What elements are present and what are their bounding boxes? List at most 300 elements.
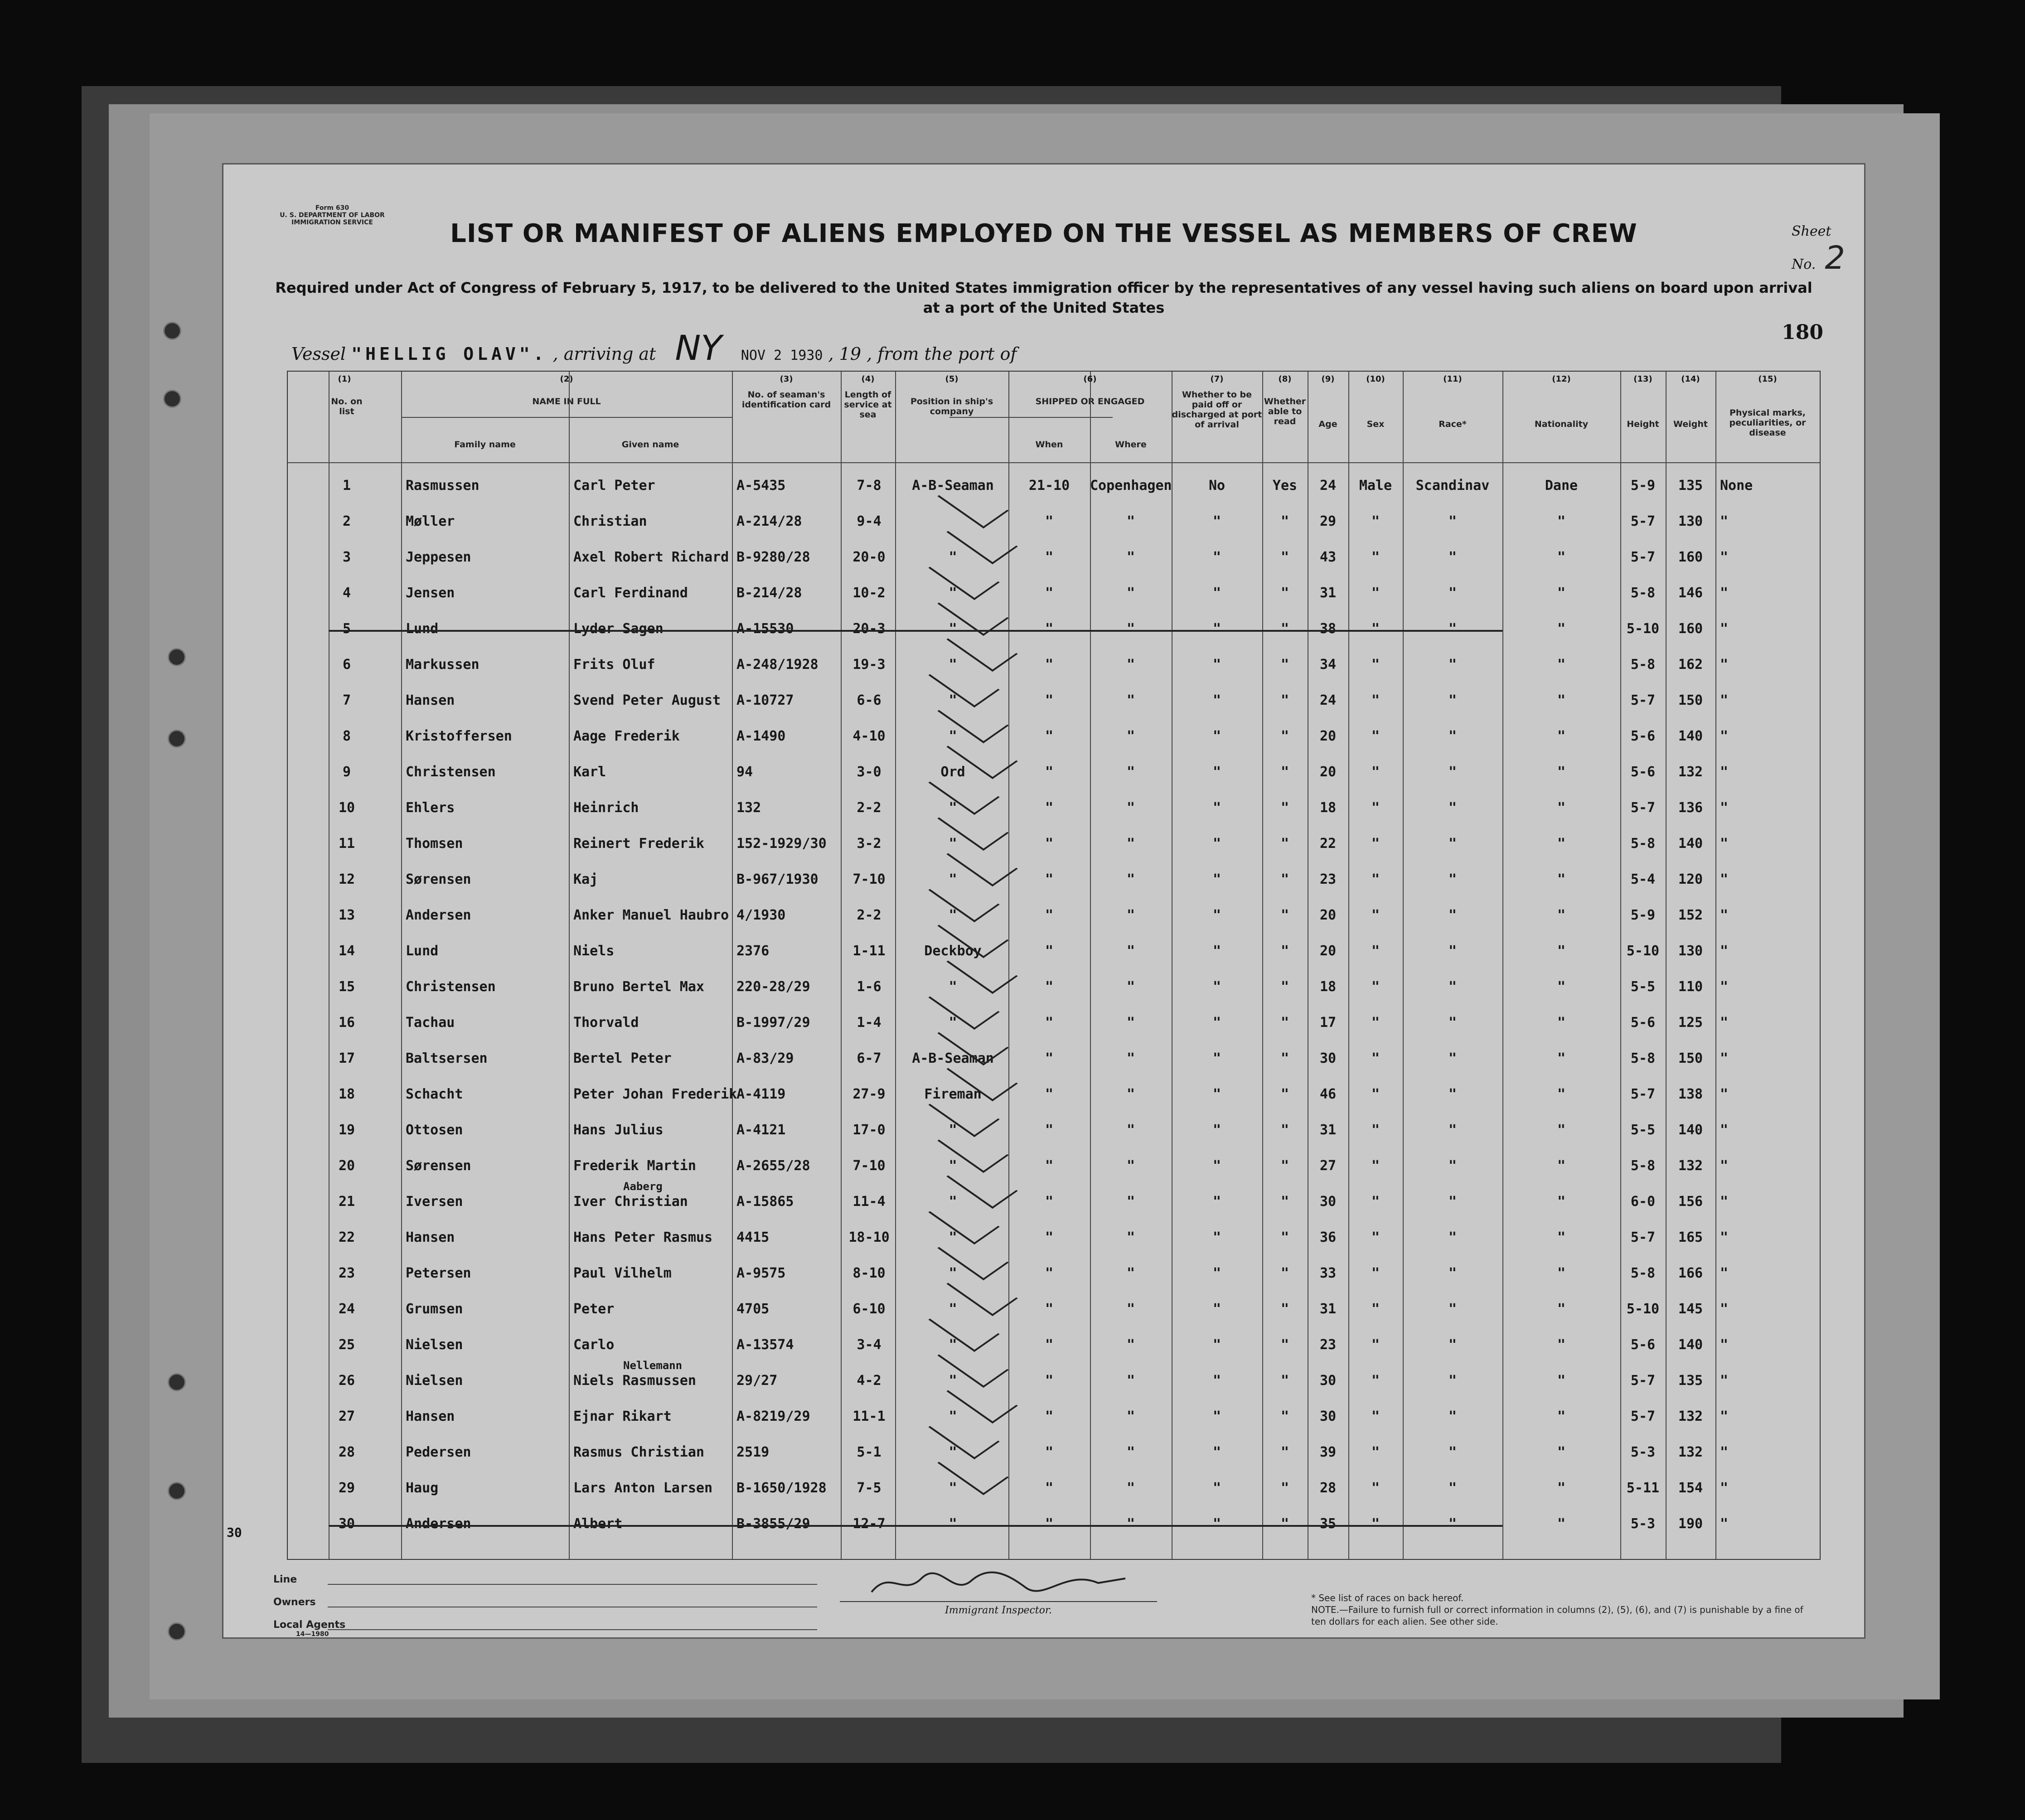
cell-age: 28	[1319, 1480, 1337, 1496]
cell-weight: 140	[1678, 1122, 1703, 1138]
cell-nat: "	[1557, 1409, 1566, 1424]
cell-age: 27	[1319, 1158, 1337, 1174]
table-row	[288, 865, 1820, 900]
cell-when: "	[1045, 1373, 1054, 1389]
cell-family: Tachau	[406, 1015, 455, 1031]
cell-no: 30	[338, 1516, 355, 1532]
cell-given: Frederik Martin	[573, 1158, 696, 1174]
cell-where: "	[1126, 800, 1135, 816]
date-stamp: NOV 2 1930	[741, 348, 823, 363]
cell-sex: "	[1371, 513, 1380, 529]
cell-height: 5-8	[1630, 657, 1656, 673]
column-number: (12)	[1552, 374, 1571, 384]
cell-service: 6-6	[857, 692, 882, 708]
cell-read: "	[1280, 1122, 1289, 1138]
cell-marks: "	[1720, 1158, 1729, 1174]
arriving-port: NY	[675, 328, 722, 368]
cell-weight: 160	[1678, 549, 1703, 565]
cell-age: 30	[1319, 1194, 1337, 1210]
table-row	[288, 471, 1820, 507]
cell-where: "	[1126, 1301, 1135, 1317]
cell-family: Kristoffersen	[406, 728, 512, 744]
cell-age: 31	[1319, 1301, 1337, 1317]
inspector-signature	[840, 1565, 1157, 1616]
cell-given: Carl Ferdinand	[573, 585, 688, 601]
punch-hole	[163, 390, 181, 408]
cell-where: "	[1126, 1086, 1135, 1102]
cell-height: 5-10	[1626, 943, 1660, 959]
cell-given: Ejnar Rikart	[573, 1409, 672, 1424]
cell-height: 5-10	[1626, 1301, 1660, 1317]
column-number: (9)	[1321, 374, 1335, 384]
cell-given: Svend Peter August	[573, 692, 721, 708]
cell-service: 20-3	[853, 621, 886, 637]
cell-where: "	[1126, 549, 1135, 565]
cell-position: "	[949, 907, 957, 923]
cell-given: Peter	[573, 1301, 615, 1317]
cell-where: "	[1126, 1373, 1135, 1389]
cell-position: Fireman	[924, 1086, 982, 1102]
cell-position: "	[949, 800, 957, 816]
cell-age: 20	[1319, 728, 1337, 744]
cell-where: "	[1126, 1265, 1135, 1281]
cell-nat: "	[1557, 979, 1566, 995]
cell-given: Christian	[573, 513, 647, 529]
table-row	[288, 615, 1820, 650]
cell-nat: "	[1557, 621, 1566, 637]
cell-read: "	[1280, 728, 1289, 744]
cell-race: "	[1448, 1409, 1457, 1424]
cell-card: A-2655/28	[736, 1158, 810, 1174]
cell-race: "	[1448, 621, 1457, 637]
cell-marks: "	[1720, 1480, 1729, 1496]
cell-family: Nielsen	[406, 1337, 463, 1353]
cell-height: 5-7	[1630, 1409, 1656, 1424]
name-annotation: Nellemann	[623, 1359, 683, 1372]
cell-height: 5-6	[1630, 764, 1656, 780]
cell-sex: "	[1371, 549, 1380, 565]
cell-weight: 140	[1678, 728, 1703, 744]
cell-position: "	[949, 1444, 957, 1460]
cell-marks: "	[1720, 1050, 1729, 1066]
cell-position: "	[949, 1373, 957, 1389]
cell-where: "	[1126, 1516, 1135, 1532]
cell-no: 23	[338, 1265, 355, 1281]
cell-nat: "	[1557, 943, 1566, 959]
cell-sex: "	[1371, 1480, 1380, 1496]
table-row	[288, 1116, 1820, 1151]
cell-family: Sørensen	[406, 1158, 471, 1174]
cell-given: Heinrich	[573, 800, 639, 816]
cell-weight: 165	[1678, 1229, 1703, 1245]
cell-paid: "	[1212, 1337, 1221, 1353]
cell-no: 18	[338, 1086, 355, 1102]
punch-hole	[168, 1373, 186, 1391]
cell-paid: "	[1212, 585, 1221, 601]
cell-no: 7	[342, 692, 351, 708]
cell-race: "	[1448, 585, 1457, 601]
cell-read: "	[1280, 871, 1289, 887]
cell-no: 22	[338, 1229, 355, 1245]
cell-read: "	[1280, 979, 1289, 995]
sheet-number	[1792, 223, 1864, 276]
cell-age: 20	[1319, 764, 1337, 780]
cell-marks: "	[1720, 1015, 1729, 1031]
cell-paid: "	[1212, 1265, 1221, 1281]
cell-weight: 135	[1678, 1373, 1703, 1389]
name-subrule	[401, 417, 732, 418]
cell-where: "	[1126, 692, 1135, 708]
cell-paid: "	[1212, 800, 1221, 816]
cell-card: 132	[736, 800, 761, 816]
races-note: * See list of races on back hereof.	[1311, 1592, 1464, 1603]
cell-race: "	[1448, 728, 1457, 744]
cell-age: 31	[1319, 585, 1337, 601]
cell-race: "	[1448, 1480, 1457, 1496]
cell-sex: "	[1371, 1301, 1380, 1317]
table-row	[288, 543, 1820, 578]
cell-read: "	[1280, 943, 1289, 959]
column-number: (2)	[560, 374, 573, 384]
cell-age: 31	[1319, 1122, 1337, 1138]
cell-age: 30	[1319, 1373, 1337, 1389]
table-row	[288, 1331, 1820, 1366]
agents-label: Local Agents	[273, 1619, 346, 1631]
cell-no: 9	[342, 764, 351, 780]
cell-height: 5-7	[1630, 549, 1656, 565]
cell-family: Pedersen	[406, 1444, 471, 1460]
cell-no: 15	[338, 979, 355, 995]
cell-service: 4-10	[853, 728, 886, 744]
cell-given: Niels Rasmussen	[573, 1373, 696, 1389]
cell-when: 21-10	[1028, 478, 1070, 494]
cell-sex: "	[1371, 1086, 1380, 1102]
cell-where: "	[1126, 1337, 1135, 1353]
cell-position: "	[949, 871, 957, 887]
cell-position: "	[949, 1265, 957, 1281]
cell-marks: "	[1720, 585, 1729, 601]
cell-marks: "	[1720, 1086, 1729, 1102]
cell-marks: "	[1720, 1373, 1729, 1389]
cell-service: 9-4	[857, 513, 882, 529]
cell-race: "	[1448, 979, 1457, 995]
cell-sex: "	[1371, 1373, 1380, 1389]
cell-race: "	[1448, 1122, 1457, 1138]
cell-no: 8	[342, 728, 351, 744]
cell-height: 5-8	[1630, 585, 1656, 601]
cell-age: 36	[1319, 1229, 1337, 1245]
cell-when: "	[1045, 979, 1054, 995]
cell-no: 2	[342, 513, 351, 529]
cell-service: 3-0	[857, 764, 882, 780]
page-subtitle: Required under Act of Congress of February 5, 1917, to be delivered to the United States immigration officer by the representatives of any vessel having such aliens on board upon arrival at a port of the United States	[275, 279, 1812, 316]
cell-sex: "	[1371, 800, 1380, 816]
table-row	[288, 1223, 1820, 1259]
cell-marks: "	[1720, 1122, 1729, 1138]
cell-no: 19	[338, 1122, 355, 1138]
cell-marks: "	[1720, 979, 1729, 995]
table-row	[288, 507, 1820, 542]
cell-no: 27	[338, 1409, 355, 1424]
cell-service: 6-7	[857, 1050, 882, 1066]
cell-family: Lund	[406, 621, 439, 637]
cell-card: A-248/1928	[736, 657, 819, 673]
cell-race: "	[1448, 1301, 1457, 1317]
cell-given: Niels	[573, 943, 615, 959]
cell-read: "	[1280, 800, 1289, 816]
cell-no: 14	[338, 943, 355, 959]
cell-paid: "	[1212, 1194, 1221, 1210]
cell-service: 12-7	[853, 1516, 886, 1532]
cell-height: 5-8	[1630, 1050, 1656, 1066]
cell-age: 34	[1319, 657, 1337, 673]
cell-given: Iver Christian	[573, 1194, 688, 1210]
cell-marks: "	[1720, 871, 1729, 887]
cell-service: 18-10	[848, 1229, 890, 1245]
cell-weight: 132	[1678, 1409, 1703, 1424]
cell-paid: "	[1212, 728, 1221, 744]
margin-number: 30	[227, 1525, 242, 1540]
cell-position: "	[949, 1409, 957, 1424]
cell-service: 2-2	[857, 800, 882, 816]
cell-card: A-4121	[736, 1122, 786, 1138]
cell-race: "	[1448, 1194, 1457, 1210]
cell-paid: "	[1212, 1050, 1221, 1066]
cell-nat: "	[1557, 1229, 1566, 1245]
cell-nat: "	[1557, 764, 1566, 780]
cell-when: "	[1045, 1122, 1054, 1138]
cell-where: "	[1126, 764, 1135, 780]
cell-service: 7-5	[857, 1480, 882, 1496]
cell-read: "	[1280, 1158, 1289, 1174]
cell-when: "	[1045, 585, 1054, 601]
column-number: (13)	[1633, 374, 1652, 384]
cell-service: 7-10	[853, 871, 886, 887]
page-number: 180	[1782, 321, 1823, 344]
cell-when: "	[1045, 657, 1054, 673]
cell-position: "	[949, 1229, 957, 1245]
cell-family: Hansen	[406, 1409, 455, 1424]
cell-height: 5-9	[1630, 907, 1656, 923]
hdr-card: No. of seaman's identification card	[741, 390, 831, 410]
cell-weight: 136	[1678, 800, 1703, 816]
name-annotation: Aaberg	[623, 1180, 663, 1193]
cell-marks: None	[1720, 478, 1753, 494]
cell-nat: "	[1557, 513, 1566, 529]
cell-position: "	[949, 1122, 957, 1138]
punch-hole	[168, 730, 186, 748]
cell-family: Ehlers	[406, 800, 455, 816]
cell-card: 4/1930	[736, 907, 786, 923]
table-row	[288, 579, 1820, 614]
cell-height: 5-9	[1630, 478, 1656, 494]
cell-weight: 190	[1678, 1516, 1703, 1532]
cell-card: B-967/1930	[736, 871, 819, 887]
cell-nat: "	[1557, 1444, 1566, 1460]
cell-family: Markussen	[406, 657, 480, 673]
cell-where: "	[1126, 943, 1135, 959]
cell-paid: "	[1212, 657, 1221, 673]
cell-service: 7-8	[857, 478, 882, 494]
cell-race: Scandinav	[1415, 478, 1490, 494]
cell-family: Andersen	[406, 907, 471, 923]
cell-race: "	[1448, 1086, 1457, 1102]
hdr-weight: Weight	[1673, 419, 1708, 429]
cell-card: 2519	[736, 1444, 770, 1460]
hdr-nationality: Nationality	[1534, 419, 1589, 429]
cell-height: 5-3	[1630, 1516, 1656, 1532]
table-row	[288, 722, 1820, 757]
cell-when: "	[1045, 1409, 1054, 1424]
cell-race: "	[1448, 800, 1457, 816]
cell-no: 13	[338, 907, 355, 923]
cell-family: Lund	[406, 943, 439, 959]
cell-no: 20	[338, 1158, 355, 1174]
cell-race: "	[1448, 836, 1457, 852]
cell-height: 5-7	[1630, 1229, 1656, 1245]
cell-weight: 132	[1678, 1444, 1703, 1460]
cell-card: B-1650/1928	[736, 1480, 827, 1496]
cell-height: 5-5	[1630, 979, 1656, 995]
cell-service: 6-10	[853, 1301, 886, 1317]
cell-where: "	[1126, 1409, 1135, 1424]
cell-position: "	[949, 1480, 957, 1496]
cell-read: "	[1280, 621, 1289, 637]
cell-read: "	[1280, 1015, 1289, 1031]
cell-when: "	[1045, 1337, 1054, 1353]
signature-mark	[862, 1565, 1134, 1601]
cell-marks: "	[1720, 549, 1729, 565]
cell-marks: "	[1720, 1265, 1729, 1281]
cell-race: "	[1448, 657, 1457, 673]
cell-age: 17	[1319, 1015, 1337, 1031]
cell-nat: "	[1557, 1480, 1566, 1496]
cell-race: "	[1448, 1229, 1457, 1245]
cell-age: 20	[1319, 907, 1337, 923]
cell-age: 39	[1319, 1444, 1337, 1460]
cell-height: 5-5	[1630, 1122, 1656, 1138]
cell-when: "	[1045, 800, 1054, 816]
cell-position: "	[949, 1194, 957, 1210]
cell-read: "	[1280, 764, 1289, 780]
cell-paid: No	[1208, 478, 1226, 494]
hdr-shipped: SHIPPED OR ENGAGED	[1035, 397, 1145, 407]
cell-weight: 145	[1678, 1301, 1703, 1317]
cell-where: "	[1126, 728, 1135, 744]
cell-family: Nielsen	[406, 1373, 463, 1389]
cell-weight: 140	[1678, 1337, 1703, 1353]
hdr-family: Family name	[454, 440, 516, 450]
cell-nat: "	[1557, 871, 1566, 887]
cell-sex: "	[1371, 943, 1380, 959]
cell-card: A-15530	[736, 621, 794, 637]
cell-position: "	[949, 979, 957, 995]
cell-sex: "	[1371, 1444, 1380, 1460]
cell-family: Grumsen	[406, 1301, 463, 1317]
cell-where: "	[1126, 1050, 1135, 1066]
cell-paid: "	[1212, 1229, 1221, 1245]
cell-given: Axel Robert Richard	[573, 549, 729, 565]
table-row	[288, 1359, 1820, 1402]
table-row	[288, 1152, 1820, 1187]
cell-sex: "	[1371, 764, 1380, 780]
column-number: (10)	[1366, 374, 1385, 384]
cell-height: 5-11	[1626, 1480, 1660, 1496]
cell-given: Bruno Bertel Max	[573, 979, 704, 995]
cell-paid: "	[1212, 1086, 1221, 1102]
from-port-label: , from the port of	[867, 344, 1017, 364]
punch-hole	[168, 648, 186, 666]
cell-race: "	[1448, 513, 1457, 529]
table-row	[288, 1438, 1820, 1473]
cell-family: Sørensen	[406, 871, 471, 887]
cell-given: Aage Frederik	[573, 728, 680, 744]
cell-sex: "	[1371, 1015, 1380, 1031]
hdr-service: Length of service at sea	[844, 390, 892, 420]
cell-no: 21	[338, 1194, 355, 1210]
cell-position: "	[949, 585, 957, 601]
column-number: (4)	[861, 374, 875, 384]
cell-card: A-8219/29	[736, 1409, 810, 1424]
cell-sex: Male	[1359, 478, 1392, 494]
table-row	[288, 1008, 1820, 1044]
cell-position: "	[949, 549, 957, 565]
cell-given: Thorvald	[573, 1015, 639, 1031]
cell-given: Bertel Peter	[573, 1050, 672, 1066]
cell-paid: "	[1212, 1158, 1221, 1174]
cell-age: 46	[1319, 1086, 1337, 1102]
cell-age: 33	[1319, 1265, 1337, 1281]
table-row	[288, 1402, 1820, 1438]
hdr-race: Race*	[1439, 419, 1467, 429]
cell-race: "	[1448, 549, 1457, 565]
cell-paid: "	[1212, 1373, 1221, 1389]
cell-read: "	[1280, 1229, 1289, 1245]
hdr-given: Given name	[621, 440, 679, 450]
cell-given: Hans Peter Rasmus	[573, 1229, 713, 1245]
cell-age: 24	[1319, 692, 1337, 708]
hdr-where: Where	[1115, 440, 1147, 450]
cell-paid: "	[1212, 1122, 1221, 1138]
cell-card: B-1997/29	[736, 1015, 810, 1031]
cell-weight: 156	[1678, 1194, 1703, 1210]
cell-sex: "	[1371, 1122, 1380, 1138]
cell-given: Anker Manuel Haubro	[573, 907, 729, 923]
cell-height: 5-8	[1630, 1158, 1656, 1174]
cell-where: "	[1126, 1229, 1135, 1245]
cell-read: "	[1280, 907, 1289, 923]
cell-sex: "	[1371, 1337, 1380, 1353]
cell-when: "	[1045, 1194, 1054, 1210]
cell-when: "	[1045, 871, 1054, 887]
cell-weight: 154	[1678, 1480, 1703, 1496]
cell-when: "	[1045, 692, 1054, 708]
cell-when: "	[1045, 1480, 1054, 1496]
cell-nat: "	[1557, 1158, 1566, 1174]
cell-service: 1-4	[857, 1015, 882, 1031]
table-row	[288, 1510, 1820, 1545]
cell-paid: "	[1212, 513, 1221, 529]
cell-where: "	[1126, 657, 1135, 673]
cell-sex: "	[1371, 836, 1380, 852]
cell-read: "	[1280, 1337, 1289, 1353]
table-row	[288, 829, 1820, 865]
cell-paid: "	[1212, 943, 1221, 959]
cell-no: 28	[338, 1444, 355, 1460]
hdr-name: NAME IN FULL	[532, 397, 601, 407]
cell-card: B-9280/28	[736, 549, 810, 565]
cell-service: 8-10	[853, 1265, 886, 1281]
